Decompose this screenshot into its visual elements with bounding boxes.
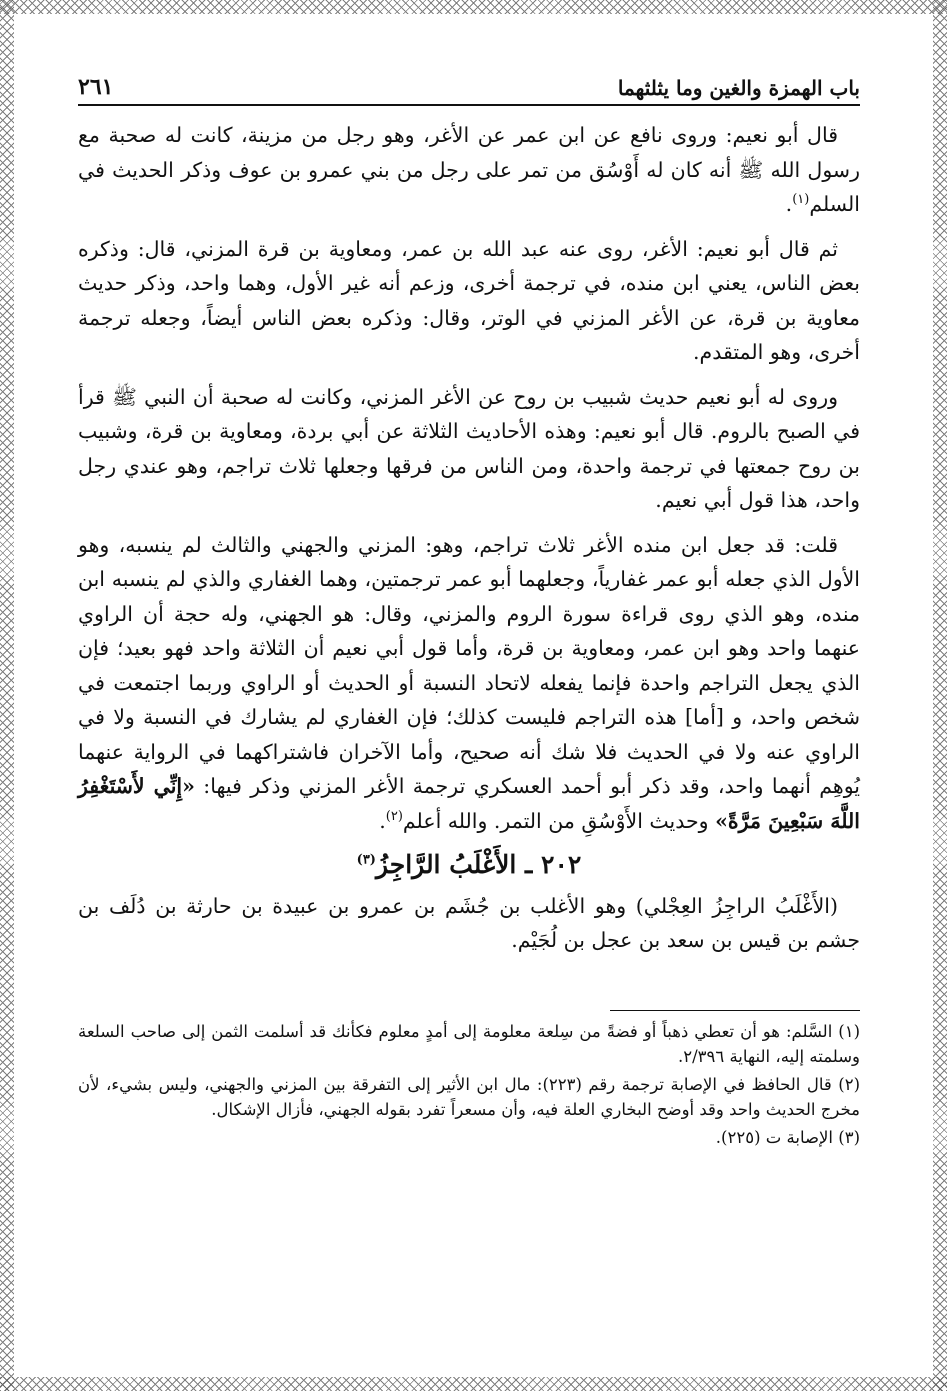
paragraph-1: قال أبو نعيم: وروى نافع عن ابن عمر عن الأغر، وهو رجل من مزينة، كانت له صحبة مع رسول الله ﷺ أنه كان له أَوْسُق من تمر على رجل من بني عمرو بن عوف وذكر الحديث في السلم$^{(١)}$.: [78, 123, 860, 216]
hadith-quote: «إِنِّي لأَسْتَغْفِرُ اللَّهَ سَبْعِينَ مَرَّةً»: [78, 774, 860, 833]
footnote-ref-3: (٣): [356, 852, 376, 868]
entry-title: ٢٠٢ ـ الأَغْلَبُ الرَّاجِزُ$^{(٣)}$: [356, 850, 582, 879]
page-number: ٢٦١: [78, 74, 114, 100]
main-text: [78, 118, 860, 958]
paragraph-2: ثم قال أبو نعيم: الأغر، روى عنه عبد الله بن عمر، ومعاوية بن قرة المزني، قال: وذكره بعض الناس، يعني ابن منده، في ترجمة أخرى، وزعم أنه غير الأول، وهما واحد، وذكر حديث معاوية بن قرة، عن الأغر المزني في الوتر، وقال: وذكره بعض الناس أيضاً، وجعله ترجمة أخرى، وهو المتقدم.: [78, 236, 860, 364]
book-page: [78, 66, 860, 1366]
running-title: باب الهمزة والغين وما يثلثهما: [617, 76, 860, 100]
footnote-divider: [610, 1010, 860, 1011]
footnotes: [78, 1019, 860, 1150]
decorative-border-left: [0, 0, 14, 1391]
footnote-2: (٢) قال الحافظ في الإصابة ترجمة رقم (٢٢٣): مال ابن الأثير إلى التفرقة بين المزني والجهني، وليس بشيء، لأن مخرج الحديث واحد وقد أوضح البخاري العلة فيه، وأن مسعراً تفرد بقوله الجهني، فأزال الإشكال.: [78, 1074, 860, 1119]
closing-text: وحديث الأَوْسُقِ من التمر. والله أعلم: [402, 808, 716, 833]
footnote-ref-1: (١): [792, 192, 810, 208]
paragraph-4: قلت: قد جعل ابن منده الأغر ثلاث تراجم، وهو: المزني والجهني والثالث لم ينسبه، وهو الأول الذي جعله أبو عمر غفارياً، وجعلهما أبو عمر ترجمتين، وهما الغفاري والذي لم ينسبه ابن منده، وهو الذي روى قراءة سورة الروم والمزني، وقال: هو الجهني، وله حجة أن الراوي عنهما واحد وهو ابن عمر، ومعاوية بن قرة، وأما قول أبي نعيم أن الثلاثة واحد فهو بعيد؛ فإن الذي يجعل التراجم واحدة فإنما يفعله لاتحاد النسبة أو الحديث أو الراوي وربما اجتمعت في شخص واحد، و [أما] هذه التراجم فليست كذلك؛ فإن الغفاري لم يشارك في النسبة ولا في الراوي عنه ولا في الحديث فلا شك أنه صحيح، وأما الآخران فاشتراكهما في الرواية عنهما يُوهِم أنهما واحد، وقد ذكر أبو أحمد العسكري ترجمة الأغر المزني وذكر فيها: «إِنِّي لأَسْتَغْفِرُ اللَّهَ سَبْعِينَ مَرَّةً» وحديث الأَوْسُقِ من التمر. والله أعلم$^{(٢)}$.: [78, 532, 861, 833]
decorative-border-top: [0, 0, 947, 14]
decorative-border-bottom: [0, 1377, 947, 1391]
decorative-border-right: [933, 0, 947, 1391]
footnote-ref-2: (٢): [385, 808, 403, 824]
footnote-3: (٣) الإصابة ت (٢٢٥).: [715, 1127, 860, 1147]
page-header: [78, 66, 860, 106]
entry-text: (الأَغْلَبُ الراجِزُ العِجْلي) وهو الأغلب بن جُشَم بن عمرو بن عبيدة بن حارثة بن دُلَف بن جشم بن قيس بن سعد بن عجل بن لُجَيْم.: [78, 893, 860, 952]
paragraph-3: وروى له أبو نعيم حديث شبيب بن روح عن الأغر المزني، وكانت له صحبة أن النبي ﷺ قرأ في الصبح بالروم. قال أبو نعيم: وهذه الأحاديث الثلاثة عن أبي بردة، ومعاوية بن قرة، وشبيب بن روح جمعتها في ترجمة واحدة، ومن الناس من فرقها وجعلها ثلاث تراجم، وهو عندي رجل واحد، هذا قول أبي نعيم.: [78, 384, 860, 512]
footnote-1: (١) السَّلم: هو أن تعطي ذهباً أو فضةً من سِلعة معلومة إلى أمدٍ معلوم فكأنك قد أسلمت الثمن إلى صاحب السلعة وسلمته إليه، النهاية ٢/٣٩٦.: [78, 1021, 860, 1066]
